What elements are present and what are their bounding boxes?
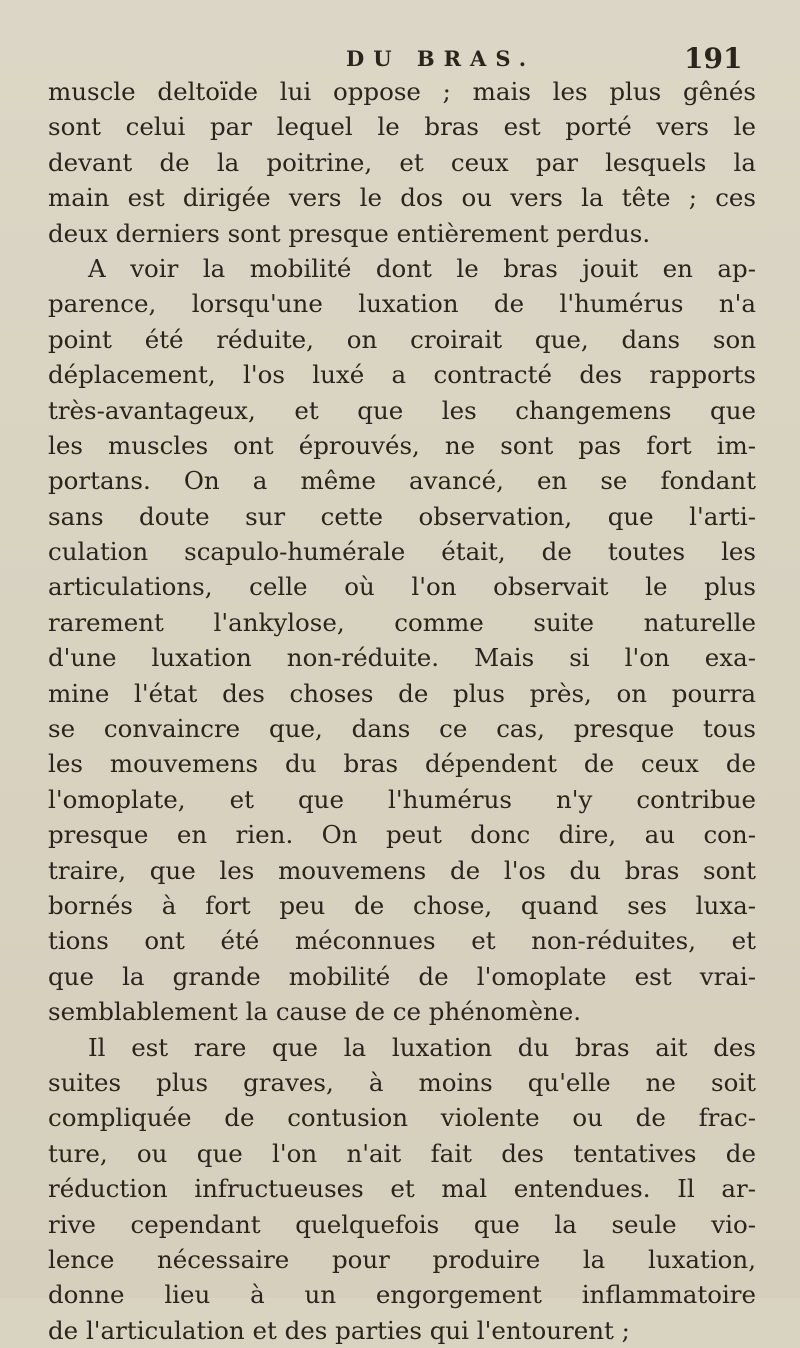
body-text [48, 74, 756, 1348]
text-line: compliquée de contusion violente ou de frac- [48, 1103, 756, 1133]
running-head: DU BRAS. [346, 46, 536, 71]
text-line: main est dirigée vers le dos ou vers la tête ; ces [48, 183, 756, 213]
text-line: A voir la mobilité dont le bras jouit en ap- [88, 253, 756, 283]
text-line: l'omoplate, et que l'humérus n'y contribue [48, 784, 756, 814]
text-line: rarement l'ankylose, comme suite naturelle [48, 607, 756, 637]
text-line: lence nécessaire pour produire la luxation, [48, 1244, 756, 1274]
text-line: suites plus graves, à moins qu'elle ne soit [48, 1067, 756, 1097]
text-line: déplacement, l'os luxé a contracté des rapports [48, 360, 756, 390]
text-line: mine l'état des choses de plus près, on pourra [48, 678, 756, 708]
text-line: rive cependant quelquefois que la seule vio- [48, 1209, 756, 1239]
text-line: sont celui par lequel le bras est porté vers le [48, 112, 756, 142]
text-line: ture, ou que l'on n'ait fait des tentatives de [48, 1138, 756, 1168]
text-line: semblablement la cause de ce phénomène. [48, 997, 582, 1027]
text-line: point été réduite, on croirait que, dans son [48, 324, 756, 354]
page-number: 191 [684, 42, 743, 75]
text-line: se convaincre que, dans ce cas, presque tous [48, 714, 756, 744]
text-line: parence, lorsqu'une luxation de l'humérus n'a [48, 289, 756, 319]
text-line: sans doute sur cette observation, que l'arti- [48, 501, 756, 531]
text-line: muscle deltoïde lui oppose ; mais les plus gênés [48, 77, 756, 106]
text-line: donne lieu à un engorgement inflammatoire [48, 1280, 756, 1310]
text-line: articulations, celle où l'on observait le plus [48, 572, 756, 602]
text-line: bornés à fort peu de chose, quand ses luxa- [48, 890, 756, 920]
text-line: Il est rare que la luxation du bras ait des [88, 1032, 756, 1062]
text-line: deux derniers sont presque entièrement perdus. [48, 218, 651, 248]
text-line: traire, que les mouvemens de l'os du bras sont [48, 855, 756, 885]
text-line: de l'articulation et des parties qui l'entourent ; [48, 1315, 630, 1345]
text-line: presque en rien. On peut donc dire, au con- [48, 820, 756, 850]
text-line: devant de la poitrine, et ceux par lesquels la [48, 147, 756, 177]
text-line: culation scapulo-humérale était, de toutes les [48, 537, 756, 567]
text-line: les muscles ont éprouvés, ne sont pas fort im- [48, 430, 756, 460]
text-line: réduction infructueuses et mal entendues. Il ar- [48, 1174, 756, 1204]
text-line: les mouvemens du bras dépendent de ceux de [48, 749, 756, 779]
text-line: tions ont été méconnues et non-réduites, et [48, 926, 756, 956]
text-line: portans. On a même avancé, en se fondant [48, 466, 756, 496]
text-line: d'une luxation non-réduite. Mais si l'on exa- [48, 643, 756, 673]
text-line: que la grande mobilité de l'omoplate est vrai- [48, 961, 756, 991]
text-line: très-avantageux, et que les changemens que [48, 395, 756, 425]
